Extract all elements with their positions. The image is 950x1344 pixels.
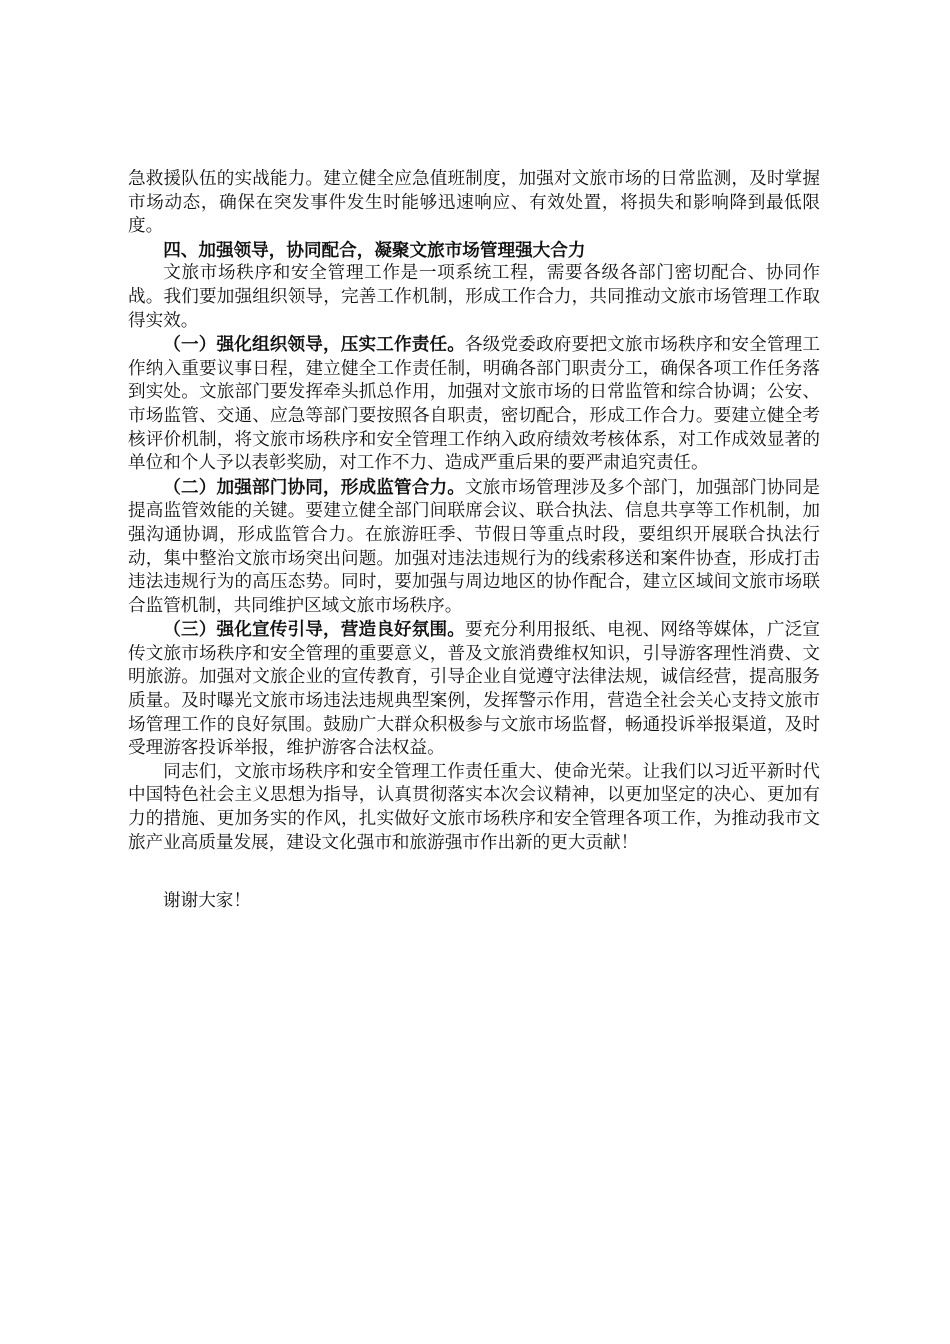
subsection-2-lead: （二）加强部门协同，形成监管合力。 xyxy=(163,476,466,498)
paragraph-intro: 文旅市场秩序和安全管理工作是一项系统工程，需要各级各部门密切配合、协同作战。我们要加强组织领导，完善工作机制，形成工作合力，共同推动文旅市场管理工作取得实效。 xyxy=(128,263,820,331)
subsection-1-text: 各级党委政府要把文旅市场秩序和安全管理工作纳入重要议事日程，建立健全工作责任制，明确各部门职责分工，确保各项工作任务落到实处。文旅部门要发挥牵头抓总作用，加强对文旅市场的日常监管和综合协调；公安、市场监管、交通、应急等部门要按照各自职责，密切配合，形成工作合力。要建立健全考核评价机制，将文旅市场秩序和安全管理工作纳入政府绩效考核体系，对工作成效显著的单位和个人予以表彰奖励，对工作不力、造成严重后果的要严肃追究责任。 xyxy=(128,335,820,474)
paragraph-subsection-2 xyxy=(128,476,820,619)
subsection-3-lead: （三）强化宣传引导，营造良好氛围。 xyxy=(163,619,466,641)
paragraph-continuation: 急救援队伍的实战能力。建立健全应急值班制度，加强对文旅市场的日常监测，及时掌握市场动态，确保在突发事件发生时能够迅速响应、有效处置，将损失和影响降到最低限度。 xyxy=(128,169,820,237)
paragraph-subsection-3 xyxy=(128,618,820,761)
subsection-2-text: 文旅市场管理涉及多个部门，加强部门协同是提高监管效能的关键。要建立健全部门间联席会议、联合执法、信息共享等工作机制，加强沟通协调，形成监管合力。在旅游旺季、节假日等重点时段，要组织开展联合执法行动，集中整治文旅市场突出问题。加强对违法违规行为的线索移送和案件协查，形成打击违法违规行为的高压态势。同时，要加强与周边地区的协作配合，建立区域间文旅市场联合监管机制，共同维护区域文旅市场秩序。 xyxy=(128,477,820,616)
subsection-1-lead: （一）强化组织领导，压实工作责任。 xyxy=(163,334,466,356)
paragraph-subsection-1 xyxy=(128,333,820,476)
subsection-3-text: 要充分利用报纸、电视、网络等媒体，广泛宣传文旅市场秩序和安全管理的重要意义，普及文旅消费维权知识，引导游客理性消费、文明旅游。加强对文旅企业的宣传教育，引导企业自觉遵守法律法规，诚信经营，提高服务质量。及时曝光文旅市场违法违规典型案例，发挥警示作用，营造全社会关心支持文旅市场管理工作的良好氛围。鼓励广大群众积极参与文旅市场监督，畅通投诉举报渠道，及时受理游客投诉举报，维护游客合法权益。 xyxy=(128,620,820,759)
closing-remark: 谢谢大家！ xyxy=(163,891,251,911)
paragraph-conclusion: 同志们，文旅市场秩序和安全管理工作责任重大、使命光荣。让我们以习近平新时代中国特色社会主义思想为指导，认真贯彻落实本次会议精神，以更加坚定的决心、更加有力的措施、更加务实的作风，扎实做好文旅市场秩序和安全管理各项工作，为推动我市文旅产业高质量发展，建设文化强市和旅游强市作出新的更大贡献！ xyxy=(128,761,820,853)
document-body xyxy=(128,168,820,855)
section-heading: 四、加强领导，协同配合，凝聚文旅市场管理强大合力 xyxy=(163,239,586,261)
